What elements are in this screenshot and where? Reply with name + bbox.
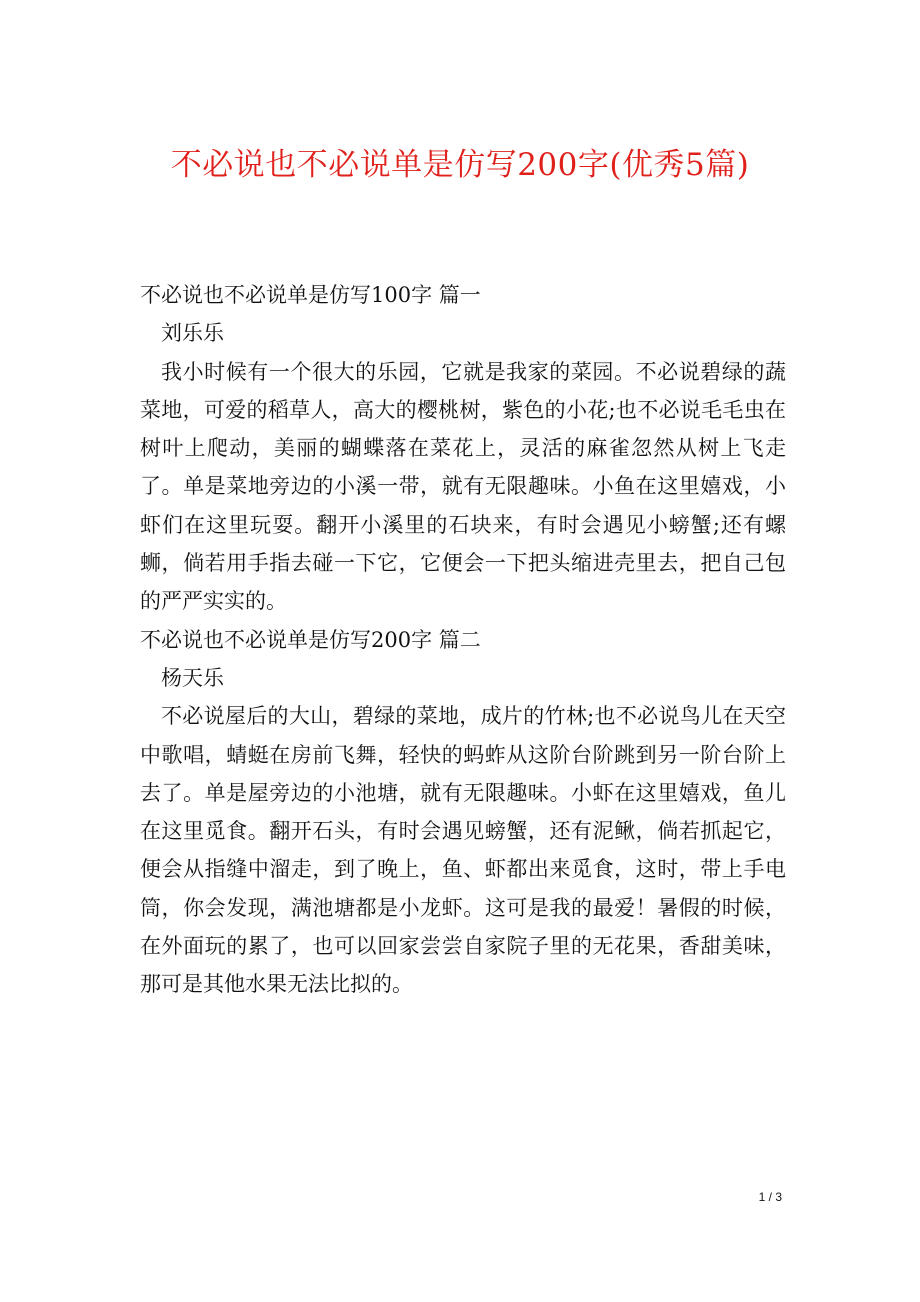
section-heading: 不必说也不必说单是仿写100字 篇一 [140,283,481,307]
section-2 [140,621,786,1004]
section-author: 刘乐乐 [161,321,224,346]
page-number: 1 / 3 [758,1190,782,1204]
section-paragraph: 不必说屋后的大山，碧绿的菜地，成片的竹林;也不必说鸟儿在天空中歌唱，蜻蜓在房前飞舞，轻快的蚂蚱从这阶台阶跳到另一阶台阶上去了。单是屋旁边的小池塘，就有无限趣味。小虾在这里嬉戏，鱼儿在这里觅食。翻开石头，有时会遇见螃蟹，还有泥鳅，倘若抓起它，便会从指缝中溜走，到了晚上，鱼、虾都出来觅食，这时，带上手电筒，你会发现，满池塘都是小龙虾。这可是我的最爱！暑假的时候，在外面玩的累了，也可以回家尝尝自家院子里的无花果，香甜美味，那可是其他水果无法比拟的。 [140,704,786,997]
section-1 [140,276,786,621]
section-author: 杨天乐 [161,665,224,690]
section-paragraph: 我小时候有一个很大的乐园，它就是我家的菜园。不必说碧绿的蔬菜地，可爱的稻草人，高大的樱桃树，紫色的小花;也不必说毛毛虫在树叶上爬动，美丽的蝴蝶落在菜花上，灵活的麻雀忽然从树上飞走了。单是菜地旁边的小溪一带，就有无限趣味。小鱼在这里嬉戏，小虾们在这里玩耍。翻开小溪里的石块来，有时会遇见小螃蟹;还有螺蛳，倘若用手指去碰一下它，它便会一下把头缩进壳里去，把自己包的严严实实的。 [140,359,786,614]
section-heading: 不必说也不必说单是仿写200字 篇二 [140,627,481,652]
document-body [140,276,786,1004]
document-title: 不必说也不必说单是仿写200字(优秀5篇) [170,147,750,183]
